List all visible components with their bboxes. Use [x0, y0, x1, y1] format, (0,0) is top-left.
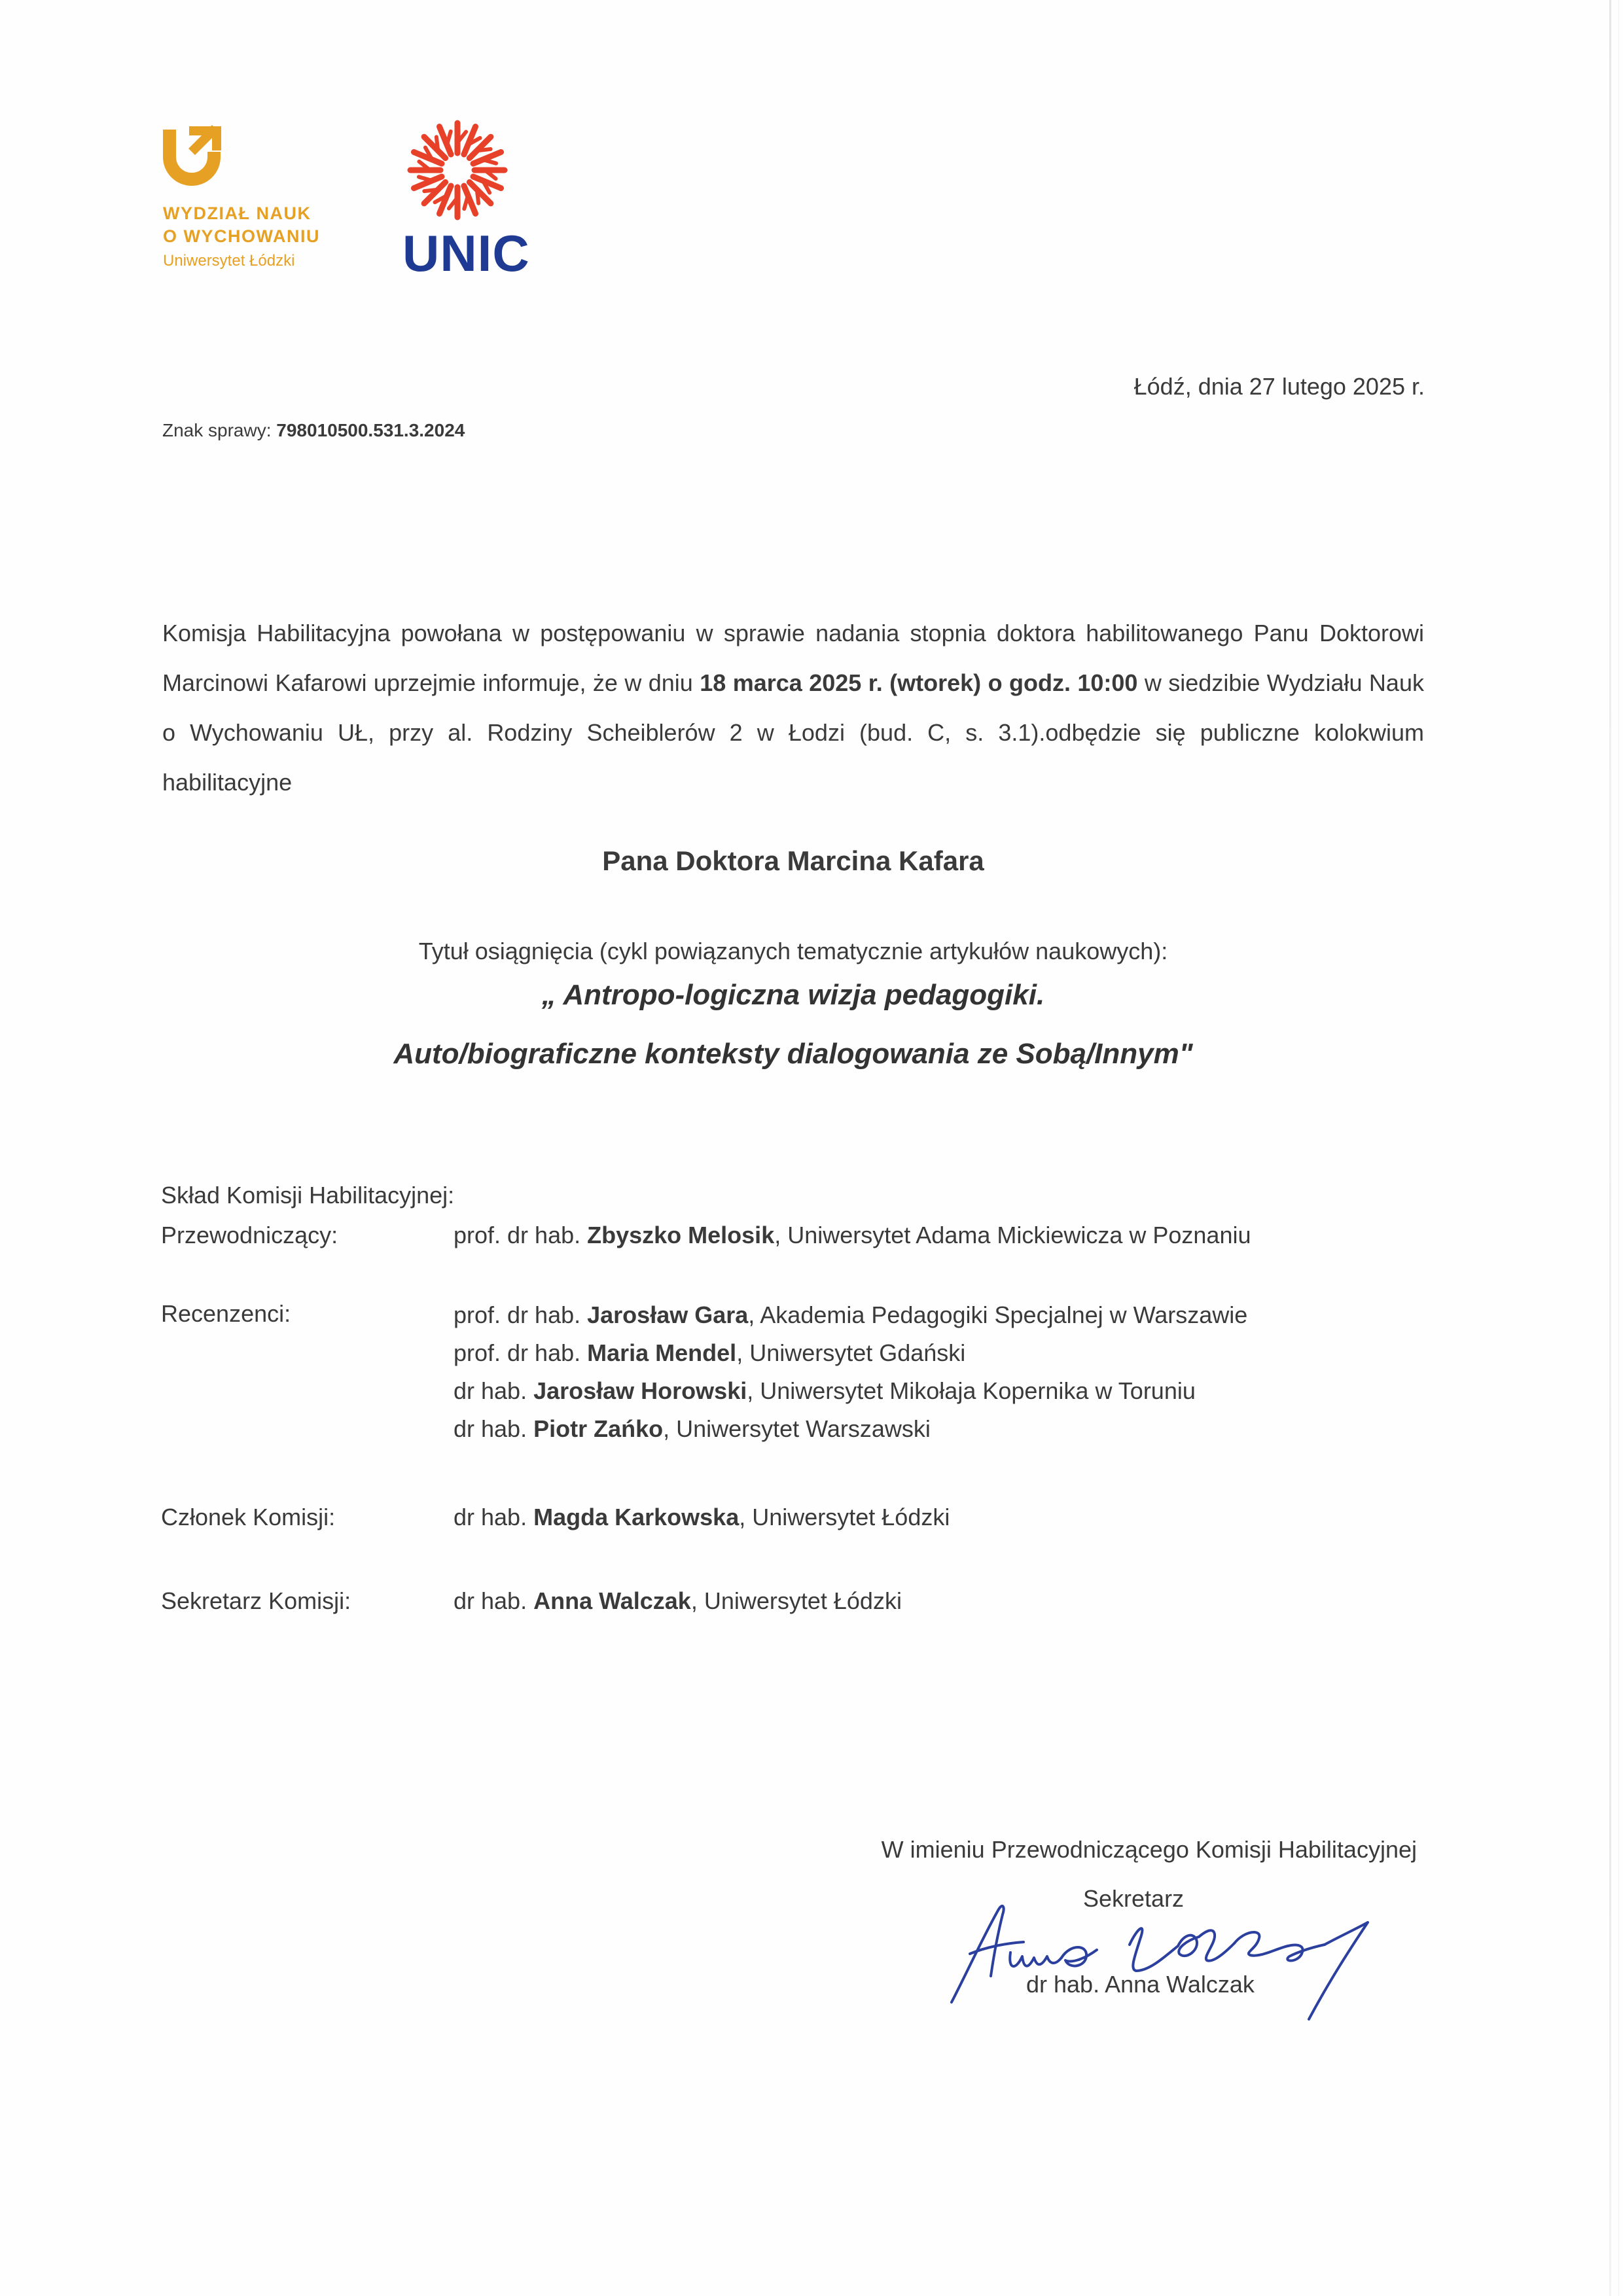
committee-member — [454, 1504, 950, 1531]
unic-sun-icon — [405, 118, 510, 222]
reviewer-row — [454, 1415, 931, 1443]
faculty-logo-line1: WYDZIAŁ NAUK — [163, 203, 312, 223]
reviewer-title: prof. dr hab. — [454, 1339, 588, 1366]
faculty-logo-mark-icon — [160, 116, 223, 194]
member-title: dr hab. — [454, 1504, 534, 1530]
unic-sun-ray-fork — [447, 132, 451, 145]
reviewer-affiliation: , Uniwersytet Gdański — [736, 1339, 966, 1366]
reviewer-affiliation: , Akademia Pedagogiki Specjalnej w Warszawie — [748, 1301, 1248, 1328]
signature-role: Sekretarz — [1083, 1885, 1185, 1912]
reviewer-name: Jarosław Gara — [587, 1301, 749, 1328]
reviewer-title: dr hab. — [454, 1415, 534, 1442]
reviewer-title: prof. dr hab. — [454, 1301, 588, 1328]
reviewer-affiliation: , Uniwersytet Warszawski — [663, 1415, 931, 1442]
announcement-paragraph — [162, 609, 1424, 807]
signature-on-behalf: W imieniu Przewodniczącego Komisji Habilitacyjnej — [881, 1836, 1417, 1863]
faculty-logo-line3: Uniwersytet Łódzki — [163, 252, 295, 270]
case-reference-label: Znak sprawy: — [162, 420, 277, 440]
chair-role: Przewodniczący: — [161, 1222, 338, 1248]
unic-sun-ray-fork — [464, 196, 468, 209]
secretary-affiliation: , Uniwersytet Łódzki — [690, 1587, 902, 1614]
candidate-name: Pana Doktora Marcina Kafara — [602, 845, 984, 876]
announcement-date-time: 18 marca 2025 r. (wtorek) o godz. 10:00 — [700, 669, 1138, 696]
unic-sun-ray-fork — [419, 177, 432, 181]
chair-member — [454, 1222, 1251, 1249]
reviewer-affiliation: , Uniwersytet Mikołaja Kopernika w Toruniu — [747, 1377, 1196, 1404]
reviewer-name: Jarosław Horowski — [533, 1377, 747, 1404]
secretary-name: Anna Walczak — [533, 1587, 691, 1614]
document-date: Łódź, dnia 27 lutego 2025 r. — [1133, 373, 1425, 400]
signature-name: dr hab. Anna Walczak — [1026, 1971, 1255, 1998]
chair-title: prof. dr hab. — [454, 1222, 588, 1248]
announcement-text-part2: w siedzibie Wydziału Nauk o Wychowaniu UŁ, przy al. Rodziny Scheiblerów 2 w Łodzi (bud. C, s. 3.1).odbędzie się publiczne kolokwium habilitacyjne — [162, 669, 1424, 796]
case-reference — [162, 420, 465, 441]
unic-sun-ray-fork — [483, 160, 496, 164]
reviewer-title: dr hab. — [454, 1377, 534, 1404]
member-role: Członek Komisji: — [161, 1504, 336, 1530]
reviewer-name: Piotr Zańko — [533, 1415, 664, 1442]
unic-sun-ray-fork — [477, 149, 491, 150]
unic-logo — [402, 118, 530, 282]
reviewer-row — [454, 1339, 965, 1367]
reviewer-name: Maria Mendel — [587, 1339, 737, 1366]
achievement-title-line1: „ Antropo-logiczna wizja pedagogiki. — [541, 979, 1045, 1011]
unic-sun-ray-fork — [477, 190, 478, 203]
unic-sun-ray-fork — [437, 137, 438, 150]
case-reference-number: 798010500.531.3.2024 — [276, 420, 465, 440]
reviewer-row — [454, 1301, 1247, 1329]
scan-edge — [1609, 0, 1611, 2296]
unic-wordmark: UNIC — [402, 224, 530, 282]
member-affiliation: , Uniwersytet Łódzki — [739, 1504, 950, 1530]
achievement-label: Tytuł osiągnięcia (cykl powiązanych tematycznie artykułów naukowych): — [418, 938, 1168, 964]
reviewers-role: Recenzenci: — [161, 1300, 291, 1327]
announcement-text-part1: Komisja Habilitacyjna powołana w postępowaniu w sprawie nadania stopnia doktora habilitowanego Panu Doktorowi Marcinowi Kafarowi uprzejmie informuje, że w dniu — [162, 620, 1424, 696]
committee-heading: Skład Komisji Habilitacyjnej: — [161, 1182, 455, 1209]
reviewer-row — [454, 1377, 1196, 1405]
secretary-role: Sekretarz Komisji: — [161, 1587, 351, 1614]
chair-name: Zbyszko Melosik — [587, 1222, 775, 1248]
faculty-logo-line2: O WYCHOWANIU — [163, 226, 320, 246]
secretary-title: dr hab. — [454, 1587, 534, 1614]
scan-edge-secondary — [1618, 0, 1619, 2296]
committee-secretary — [454, 1587, 902, 1615]
achievement-title-line2: Auto/biograficzne konteksty dialogowania ze Sobą/Innym" — [393, 1038, 1193, 1070]
chair-affiliation: , Uniwersytet Adama Mickiewicza w Poznaniu — [774, 1222, 1251, 1248]
handwritten-signature — [942, 1898, 1400, 2035]
member-name: Magda Karkowska — [533, 1504, 740, 1530]
unic-sun-ray-fork — [424, 190, 438, 191]
faculty-logo — [160, 116, 357, 287]
